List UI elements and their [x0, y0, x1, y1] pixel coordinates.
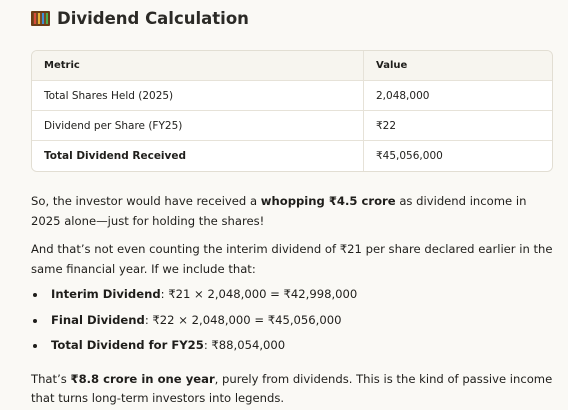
- section-heading: [31, 7, 553, 29]
- list-item-text: : ₹88,054,000: [203, 338, 286, 352]
- metric-cell: Dividend per Share (FY25): [32, 111, 364, 141]
- paragraph-text: So, the investor would have received a: [31, 194, 261, 208]
- response-content: [31, 0, 553, 405]
- section-title: Dividend Calculation: [57, 8, 249, 28]
- paragraph-text: as dividend income in 2025 alone—just for holding the shares!: [31, 194, 527, 228]
- list-item: [31, 311, 553, 337]
- emphasis-text: whopping ₹4.5 crore: [260, 194, 396, 208]
- list-item-text: : ₹22 × 2,048,000 = ₹45,056,000: [144, 312, 342, 327]
- list-item: [31, 336, 553, 362]
- column-header-value: Value: [364, 51, 552, 81]
- value-cell: 2,048,000: [364, 81, 552, 111]
- metric-cell: Total Shares Held (2025): [32, 81, 364, 111]
- list-item: [31, 285, 553, 311]
- emphasis-text: ₹8.8 crore in one year: [70, 371, 215, 386]
- paragraph-summary: [31, 192, 553, 231]
- metric-cell: Total Dividend Received: [32, 141, 364, 171]
- table-row-total: [32, 141, 552, 171]
- list-item-text: : ₹21 × 2,048,000 = ₹42,998,000: [160, 287, 358, 301]
- list-item-label: Interim Dividend: [51, 287, 161, 301]
- dividend-breakdown-list: [31, 285, 553, 362]
- bullet-icon: [33, 344, 37, 348]
- abacus-icon: [31, 11, 50, 26]
- list-item-label: Final Dividend: [51, 312, 145, 327]
- list-item-label: Total Dividend for FY25: [51, 338, 204, 352]
- table-row: [32, 111, 552, 141]
- paragraph-text: That’s: [31, 371, 71, 386]
- column-header-metric: Metric: [32, 51, 364, 81]
- bullet-icon: [33, 293, 37, 297]
- paragraph-conclusion: [31, 370, 553, 409]
- value-cell: ₹45,056,000: [364, 141, 552, 171]
- table-row: [32, 81, 552, 111]
- explanation-text: [31, 192, 553, 409]
- bullet-icon: [33, 319, 37, 323]
- dividend-table: [31, 50, 553, 172]
- paragraph-interim: And that’s not even counting the interim dividend of ₹21 per share declared earlier in the same financial year. If we include that:: [31, 242, 553, 276]
- value-cell: ₹22: [364, 111, 552, 141]
- table-header-row: [32, 51, 552, 81]
- paragraph-text: , purely from dividends. This is the kind of passive income that turns long-term investors into legends.: [31, 371, 553, 405]
